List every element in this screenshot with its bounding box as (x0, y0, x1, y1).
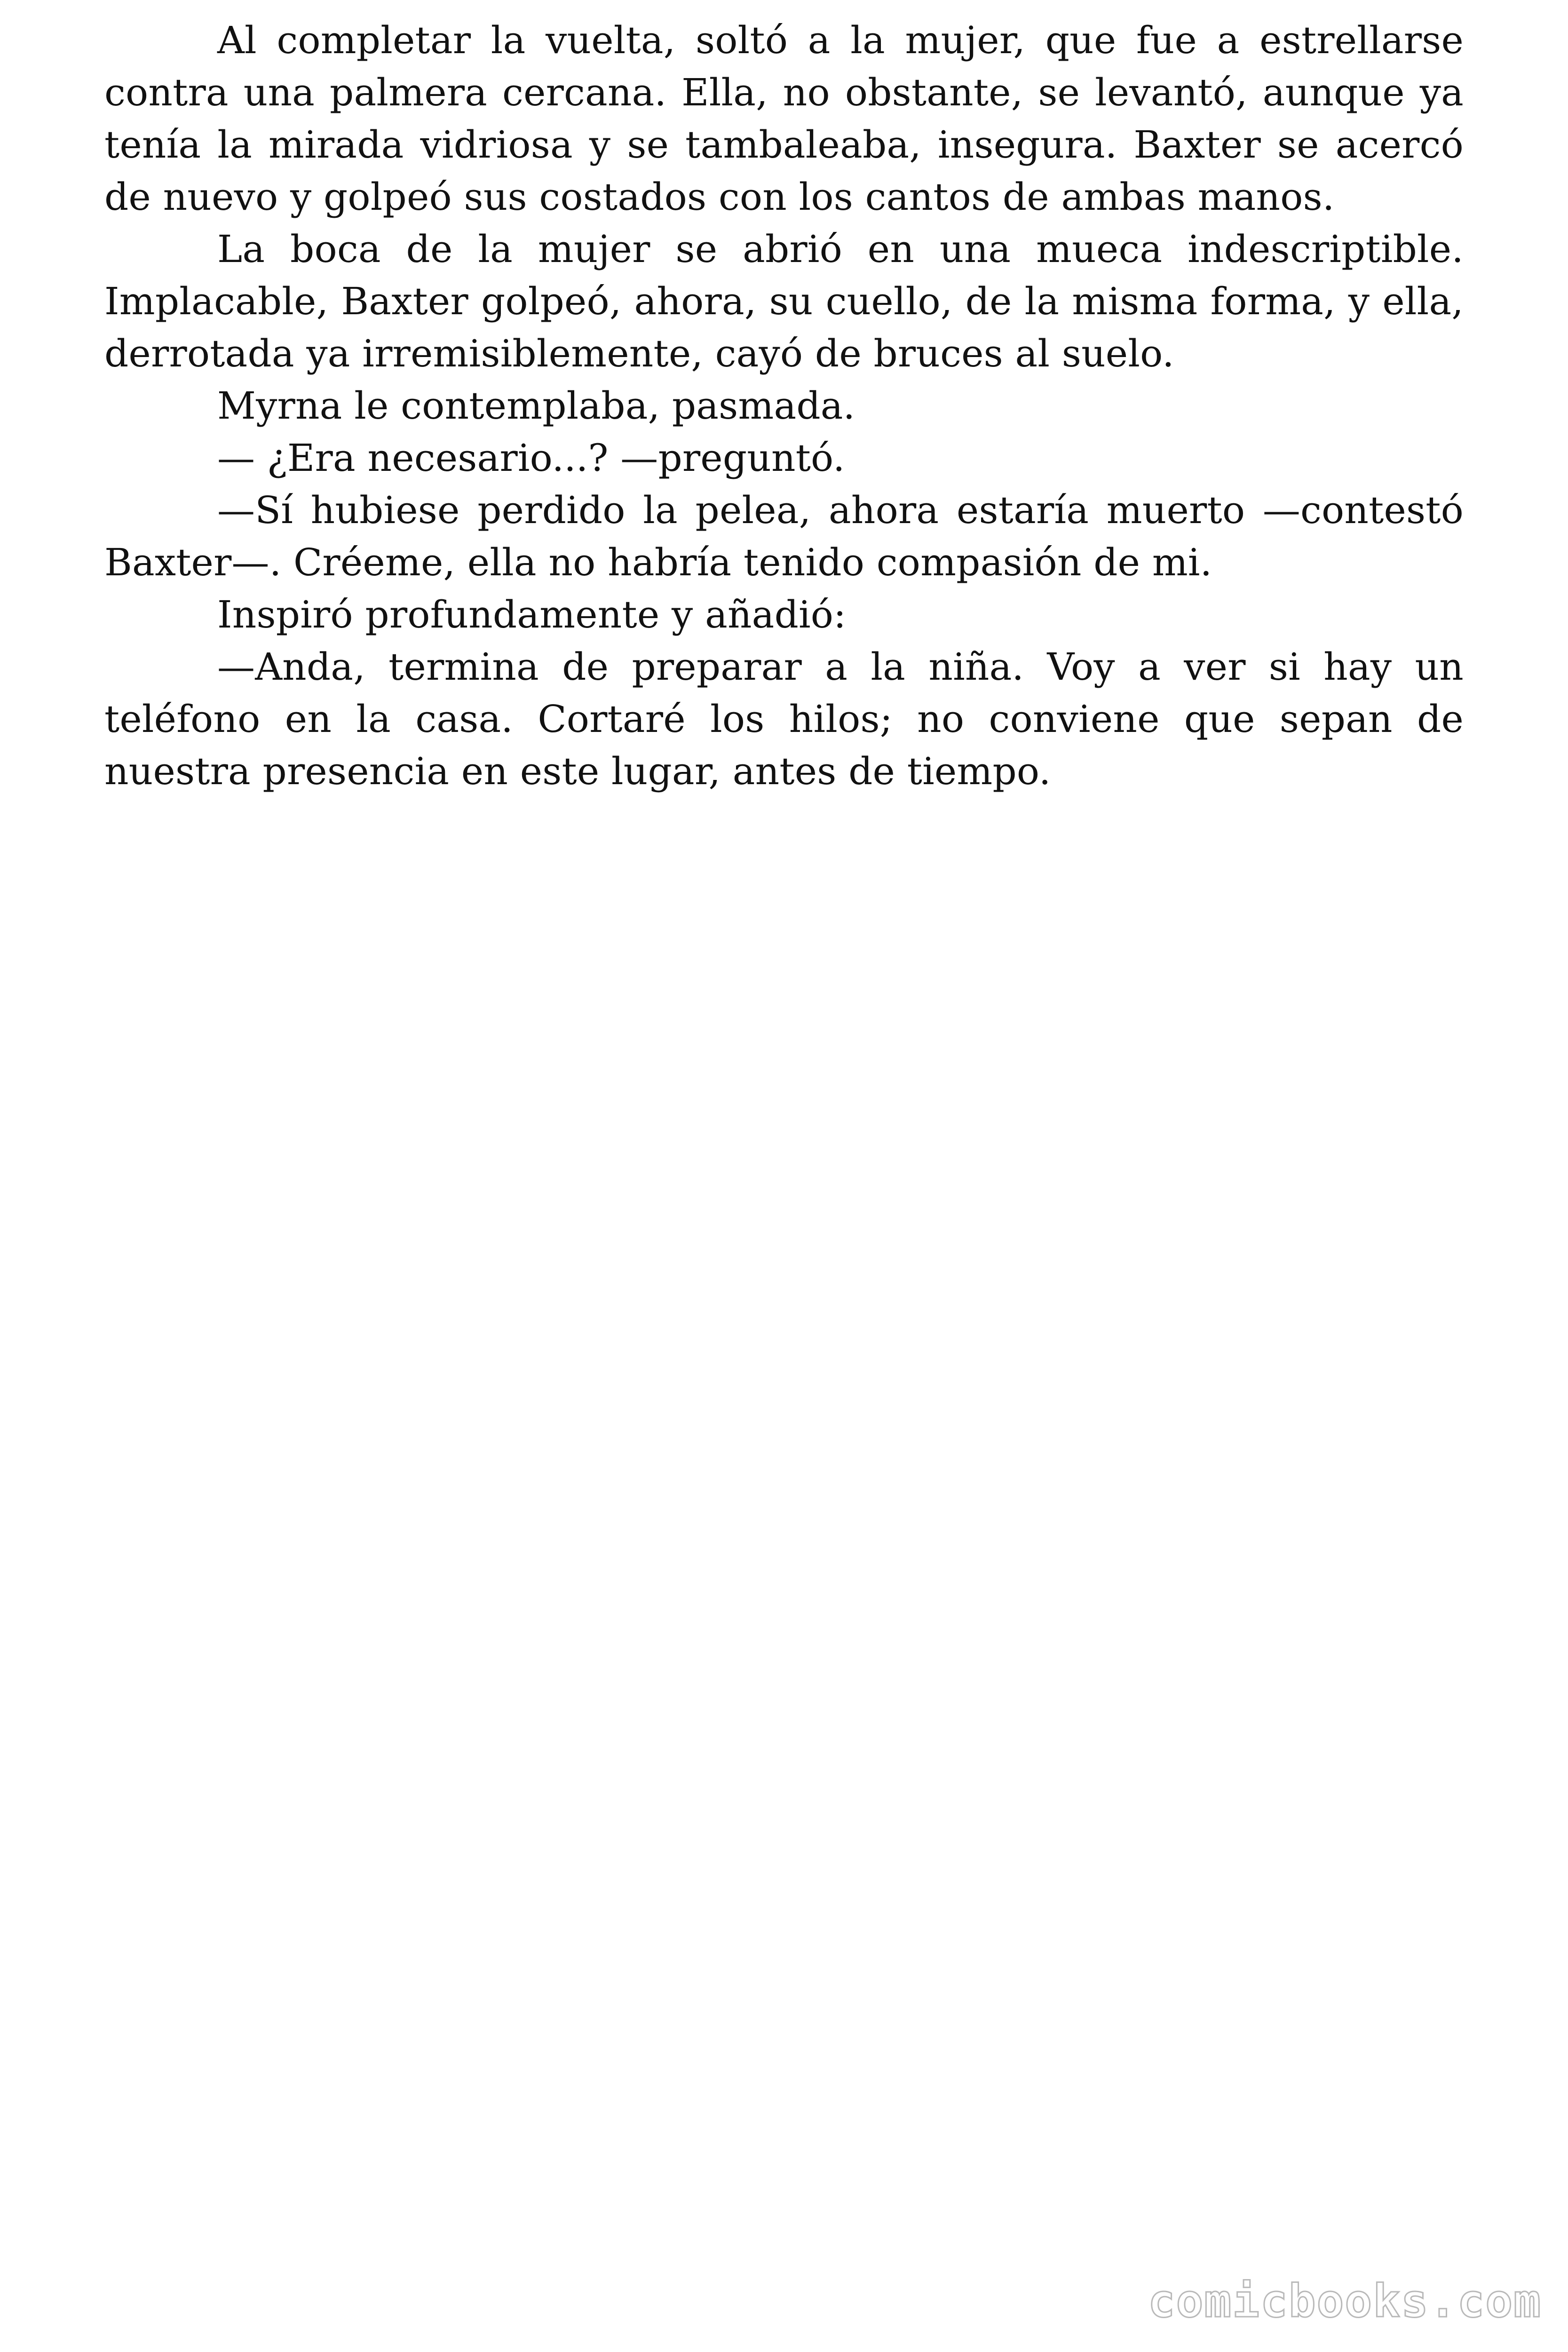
paragraph-6: Inspiró profundamente y añadió: (217, 593, 847, 636)
paragraph-7: —Anda, termina de preparar a la niña. Voy a ver si hay un teléfono en la casa. Cortaré los hilos; no conviene que sepan de nuestra presencia en este lugar, antes de tiempo. (104, 645, 1464, 793)
watermark-text: comicbooks.com (1148, 2275, 1542, 2328)
paragraph-4: — ¿Era necesario...? —preguntó. (217, 436, 845, 480)
paragraph-5: —Sí hubiese perdido la pelea, ahora estaría muerto —contestó Baxter—. Créeme, ella no habría tenido compasión de mi. (104, 488, 1464, 584)
body-text (104, 14, 1464, 797)
paragraph-3: Myrna le contemplaba, pasmada. (217, 384, 855, 428)
paragraph-2: La boca de la mujer se abrió en una mueca indescriptible. Implacable, Baxter golpeó, ahora, su cuello, de la misma forma, y ella, derrotada ya irremisiblemente, cayó de bruces al suelo. (104, 227, 1464, 375)
paragraph-1: Al completar la vuelta, soltó a la mujer, que fue a estrellarse contra una palmera cercana. Ella, no obstante, se levantó, aunque ya tenía la mirada vidriosa y se tambaleaba, insegura. Baxter se acercó de nuevo y golpeó sus costados con los cantos de ambas manos. (104, 18, 1464, 219)
